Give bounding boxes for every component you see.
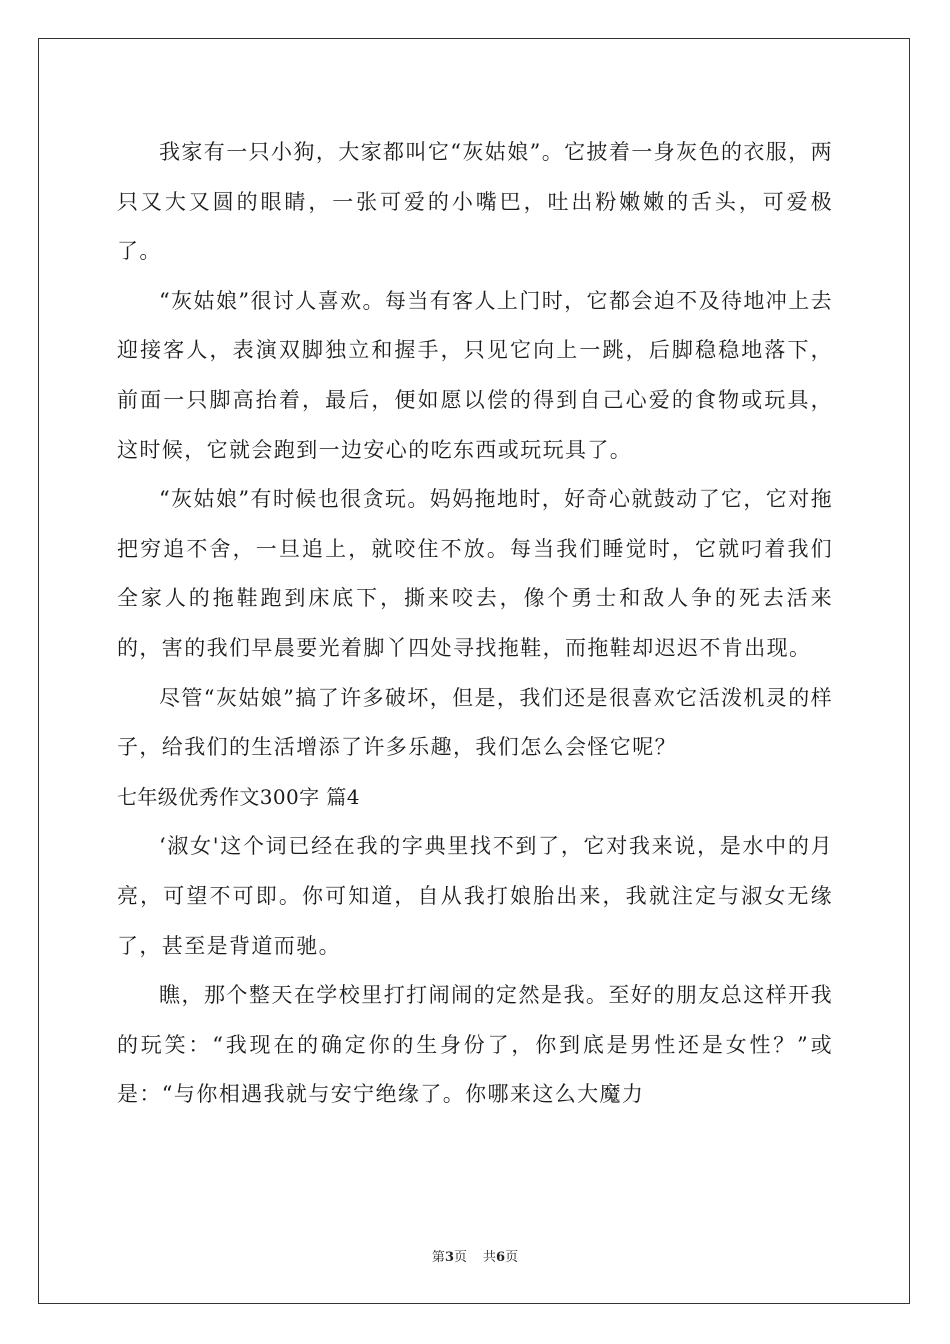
page-footer: [0, 1246, 950, 1265]
paragraph: 尽管“灰姑娘”搞了许多破坏，但是，我们还是很喜欢它活泼机灵的样子，给我们的生活增添了许多乐趣，我们怎么会怪它呢？: [117, 685, 833, 760]
paragraph: 瞧，那个整天在学校里打打闹闹的定然是我。至好的朋友总这样开我的玩笑：“我现在的确定你的生身份了，你到底是男性还是女性？”或是：“与你相遇我就与安宁绝缘了。你哪来这么大魔力: [117, 983, 833, 1107]
document-body: [117, 128, 833, 1120]
page-total: 6: [496, 1250, 506, 1265]
total-suffix: 页: [505, 1250, 519, 1265]
paragraph: “灰姑娘”很讨人喜欢。每当有客人上门时，它都会迫不及待地冲上去迎接客人，表演双脚独立和握手，只见它向上一跳，后脚稳稳地落下，前面一只脚高抬着，最后，便如愿以偿的得到自己心爱的食物或玩具，这时候，它就会跑到一边安心的吃东西或玩玩具了。: [117, 288, 833, 462]
paragraph: “灰姑娘”有时候也很贪玩。妈妈拖地时，好奇心就鼓动了它，它对拖把穷追不舍，一旦追上，就咬住不放。每当我们睡觉时，它就叼着我们全家人的拖鞋跑到床底下，撕来咬去，像个勇士和敌人争的死去活来的，害的我们早晨要光着脚丫四处寻找拖鞋，而拖鞋却迟迟不肯出现。: [117, 487, 833, 660]
total-prefix: 共: [483, 1250, 497, 1265]
page-prefix: 第: [431, 1250, 445, 1265]
section-heading: 七年级优秀作文300字 篇4: [117, 784, 360, 809]
paragraph: 我家有一只小狗，大家都叫它“灰姑娘”。它披着一身灰色的衣服，两只又大又圆的眼睛，一张可爱的小嘴巴，吐出粉嫩嫩的舌头，可爱极了。: [117, 140, 833, 264]
page-mid: 页: [453, 1250, 467, 1265]
page-current: 3: [444, 1250, 454, 1265]
paragraph: ‘淑女'这个词已经在我的字典里找不到了，它对我来说，是水中的月亮，可望不可即。你可知道，自从我打娘胎出来，我就注定与淑女无缘了，甚至是背道而驰。: [117, 834, 833, 958]
